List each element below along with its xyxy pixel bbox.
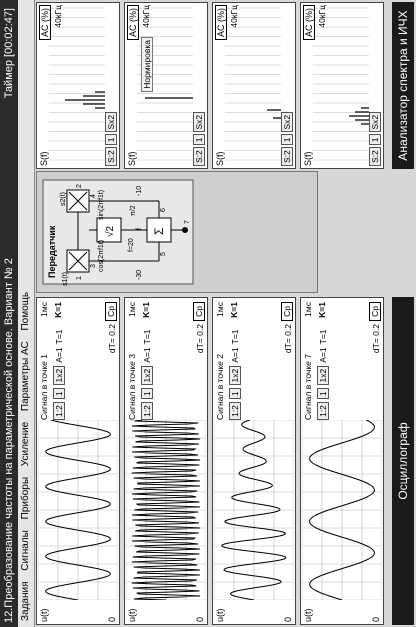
node-3: 3 [90, 264, 97, 268]
sin-label: sin(2πf1t) [98, 189, 105, 220]
osc-y-label: u(t) [215, 608, 225, 622]
phase-minus30-label: -30 [136, 269, 143, 280]
spectrum-half-button[interactable]: S:2 [281, 147, 293, 166]
ac-percent-button[interactable]: AC (%) [303, 5, 315, 40]
cos-label: cos(2πf1t) [98, 239, 105, 272]
signal-label: Сигнал в точке 3 [127, 353, 137, 420]
osc-panel [36, 297, 120, 625]
menu-item-tasks[interactable]: Задания [20, 581, 31, 621]
osc-controls [39, 300, 119, 420]
cp-button[interactable]: Cp [193, 302, 205, 321]
ac-percent-button[interactable]: AC (%) [127, 5, 139, 40]
scale-buttons [53, 326, 65, 420]
freq-scale-label: 40кГц [317, 5, 327, 28]
ac-percent-button[interactable]: AC (%) [215, 5, 227, 40]
node-2: 2 [76, 184, 83, 188]
freq-scale-label: 40кГц [141, 5, 151, 28]
gain-label: K=1 [141, 302, 151, 318]
gain-label: K=1 [229, 302, 239, 318]
scale-buttons [141, 326, 153, 420]
window-title: 12.Преобразование частоты на параметрической основе. Вариант № 2 [3, 258, 15, 623]
signal-label: Сигнал в точке 1 [39, 353, 49, 420]
cp-button[interactable]: Cp [105, 302, 117, 321]
spectrum-one-button[interactable]: 1 [281, 135, 293, 146]
spectrum-double-button[interactable]: Sx2 [369, 112, 381, 133]
amplitude-label: A=1 [54, 347, 64, 363]
block-diagram [37, 172, 317, 292]
cp-button[interactable]: Cp [281, 302, 293, 321]
spectrum-one-button[interactable]: 1 [193, 135, 205, 146]
amplitude-label: A=1 [142, 347, 152, 363]
phase-minus10-label: -10 [136, 185, 143, 196]
osc-waveform [214, 420, 294, 600]
osc-y-min: 0 [283, 616, 293, 622]
spectrum-y-label: S(f) [303, 151, 313, 166]
timer-label: Таймер [00:02:47] [3, 8, 15, 99]
sum-label: Σ [152, 227, 166, 235]
osc-controls [215, 300, 295, 420]
freq-label: f=20 [128, 238, 135, 252]
osc-y-min: 0 [371, 616, 381, 622]
period-label: T=1 [230, 329, 240, 345]
osc-waveform [302, 420, 382, 600]
spectrum-scale-buttons [281, 110, 293, 166]
menu-bar [18, 0, 35, 627]
signal-label: Сигнал в точке 7 [303, 353, 313, 420]
menu-item-ac-params[interactable]: Параметры АС [20, 341, 31, 412]
amplitude-label: A=1 [230, 347, 240, 363]
time-unit-label: 1мс [39, 302, 49, 317]
spectrum-double-button[interactable]: Sx2 [281, 112, 293, 133]
spectrum-y-label: S(f) [39, 151, 49, 166]
oscilloscope [36, 297, 386, 625]
cp-button[interactable]: Cp [369, 302, 381, 321]
spectrum-y-label: S(f) [215, 151, 225, 166]
spectrum-scale-buttons [105, 110, 117, 166]
scale-half-button[interactable]: 1:2 [141, 402, 153, 420]
osc-controls [127, 300, 207, 420]
gain-label: K=1 [53, 302, 63, 318]
period-label: T=1 [318, 329, 328, 345]
gain-label: K=1 [317, 302, 327, 318]
scale-double-button[interactable]: 1x2 [141, 366, 153, 386]
dt-label: dT= 0.2 [195, 324, 205, 354]
scale-one-button[interactable]: 1 [229, 388, 241, 399]
spectrum-half-button[interactable]: S:2 [105, 147, 117, 166]
dt-label: dT= 0.2 [107, 324, 117, 354]
scale-buttons [229, 326, 241, 420]
menu-item-signals[interactable]: Сигналы [20, 530, 31, 571]
scale-buttons [317, 326, 329, 420]
time-unit-label: 1мс [127, 302, 137, 317]
osc-y-label: u(t) [303, 608, 313, 622]
menu-item-gain[interactable]: Усиление [20, 421, 31, 467]
spectrum-panel [300, 2, 384, 169]
node-6: 6 [160, 208, 167, 212]
tab-spectrum-analyzer[interactable]: Анализатор спектра и ИЧХ [392, 2, 414, 169]
osc-waveform [126, 420, 206, 600]
spectrum-analyzer [36, 2, 386, 169]
ac-percent-button[interactable]: AC (%) [39, 5, 51, 40]
scale-double-button[interactable]: 1x2 [53, 366, 65, 386]
node-1: 1 [76, 276, 83, 280]
spectrum-double-button[interactable]: Sx2 [193, 112, 205, 133]
osc-panel [300, 297, 384, 625]
normalize-button[interactable]: Нормировка [141, 37, 153, 92]
tab-oscilloscope[interactable]: Осциллограф [392, 297, 414, 625]
node-7: 7 [184, 220, 191, 224]
time-unit-label: 1мс [303, 302, 313, 317]
scale-half-button[interactable]: 1:2 [317, 402, 329, 420]
signal-label: Сигнал в точке 2 [215, 353, 225, 420]
node-5: 5 [160, 252, 167, 256]
spectrum-panel [124, 2, 208, 169]
scale-double-button[interactable]: 1x2 [229, 366, 241, 386]
spectrum-panel [36, 2, 120, 169]
scale-one-button[interactable]: 1 [317, 388, 329, 399]
dt-label: dT= 0.2 [371, 324, 381, 354]
freq-scale-label: 40кГц [53, 5, 63, 28]
title-bar [0, 0, 18, 627]
f-label: f [136, 228, 143, 230]
period-label: T=1 [54, 329, 64, 345]
spectrum-scale-buttons [369, 110, 381, 166]
spectrum-panel [212, 2, 296, 169]
scale-half-button[interactable]: 1:2 [229, 402, 241, 420]
spectrum-half-button[interactable]: S:2 [193, 147, 205, 166]
osc-panel [212, 297, 296, 625]
scale-one-button[interactable]: 1 [141, 388, 153, 399]
time-unit-label: 1мс [215, 302, 225, 317]
diagram-title: Передатчик [47, 225, 57, 278]
osc-controls [303, 300, 383, 420]
dt-label: dT= 0.2 [283, 324, 293, 354]
osc-waveform [38, 420, 118, 600]
spectrum-scale-buttons [193, 110, 205, 166]
osc-y-label: u(t) [127, 608, 137, 622]
period-label: T=1 [142, 329, 152, 345]
s2-label: s2(t) [60, 192, 67, 206]
scale-half-button[interactable]: 1:2 [53, 402, 65, 420]
menu-item-help[interactable]: Помощь [20, 291, 31, 331]
sqrt-label: √2 [105, 225, 116, 237]
freq-scale-label: 40кГц [229, 5, 239, 28]
spectrum-one-button[interactable]: 1 [369, 135, 381, 146]
osc-y-min: 0 [107, 616, 117, 622]
osc-y-label: u(t) [39, 608, 49, 622]
s1-label: s1(t) [62, 272, 69, 286]
scale-one-button[interactable]: 1 [53, 388, 65, 399]
osc-y-min: 0 [195, 616, 205, 622]
osc-panel [124, 297, 208, 625]
pi-half-label: π/2 [130, 205, 137, 216]
spectrum-half-button[interactable]: S:2 [369, 147, 381, 166]
spectrum-double-button[interactable]: Sx2 [105, 112, 117, 133]
spectrum-y-label: S(f) [127, 151, 137, 166]
spectrum-one-button[interactable]: 1 [105, 135, 117, 146]
transmitter-diagram [36, 171, 318, 293]
menu-item-instruments[interactable]: Приборы [20, 476, 31, 520]
scale-double-button[interactable]: 1x2 [317, 366, 329, 386]
node-4: 4 [90, 194, 97, 198]
amplitude-label: A=1 [318, 347, 328, 363]
